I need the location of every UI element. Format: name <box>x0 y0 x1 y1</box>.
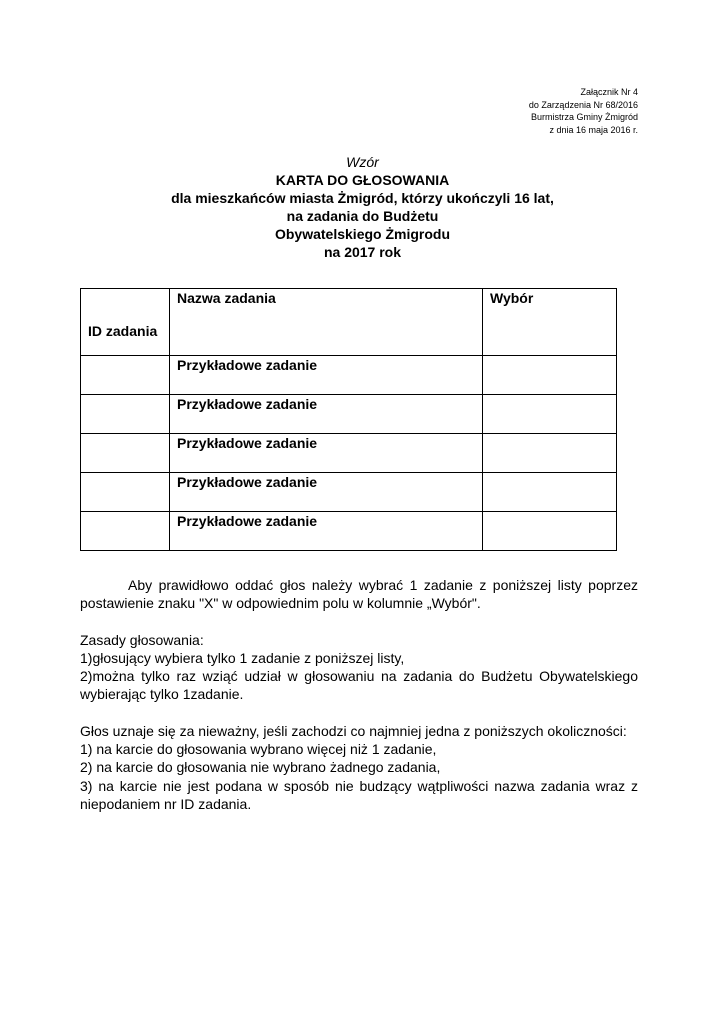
attachment-note <box>378 86 638 136</box>
task-id-cell <box>81 356 170 395</box>
title-line: Obywatelskiego Żmigrodu <box>274 226 451 242</box>
ballot-table <box>80 288 617 551</box>
table-row <box>81 434 617 473</box>
task-id-cell <box>81 434 170 473</box>
attachment-note-line: Burmistrza Gminy Żmigród <box>530 112 638 122</box>
attachment-note-line: do Zarządzenia Nr 68/2016 <box>528 99 638 110</box>
task-name-cell: Przykładowe zadanie <box>170 512 483 551</box>
table-row <box>81 512 617 551</box>
invalid-vote-item: 2) na karcie do głosowania nie wybrano żadnego zadania, <box>80 759 441 776</box>
rule-item: 1)głosujący wybiera tylko 1 zadanie z poniższej listy, <box>80 649 405 666</box>
title-line: na zadania do Budżetu <box>286 208 439 224</box>
attachment-note-line: z dnia 16 maja 2016 r. <box>549 124 638 135</box>
choice-cell[interactable] <box>483 473 617 512</box>
task-id-cell <box>81 512 170 551</box>
invalid-vote-item: 1) na karcie do głosowania wybrano więcej niż 1 zadanie, <box>80 741 437 758</box>
task-name-cell: Przykładowe zadanie <box>170 434 483 473</box>
task-id-cell <box>81 473 170 512</box>
choice-cell[interactable] <box>483 356 617 395</box>
document-title: KARTA DO GŁOSOWANIA <box>275 172 450 188</box>
choice-cell[interactable] <box>483 512 617 551</box>
title-block <box>80 153 645 261</box>
header-choice: Wybór <box>483 289 617 356</box>
task-name-cell: Przykładowe zadanie <box>170 395 483 434</box>
table-row <box>81 356 617 395</box>
instructions <box>80 576 638 813</box>
invalid-vote-intro: Głos uznaje się za nieważny, jeśli zachodzi co najmniej jedna z poniższych okoliczności: <box>80 722 627 739</box>
choice-cell[interactable] <box>483 395 617 434</box>
title-line: na 2017 rok <box>323 244 402 260</box>
header-name: Nazwa zadania <box>170 289 483 356</box>
attachment-note-line: Załącznik Nr 4 <box>580 87 638 97</box>
intro-paragraph: Aby prawidłowo oddać głos należy wybrać 1 zadanie z poniższej listy poprzez postawienie znaku "X" w odpowiednim polu w kolumnie „Wybór". <box>80 577 638 612</box>
task-name-cell: Przykładowe zadanie <box>170 356 483 395</box>
task-name-cell: Przykładowe zadanie <box>170 473 483 512</box>
table-row <box>81 473 617 512</box>
table-row <box>81 395 617 434</box>
rules-title: Zasady głosowania: <box>80 631 204 648</box>
table-header-row <box>81 289 617 356</box>
template-label: Wzór <box>346 154 379 170</box>
task-id-cell <box>81 395 170 434</box>
invalid-vote-item: 3) na karcie nie jest podana w sposób nie budzący wątpliwości nazwa zadania wraz z niepodaniem nr ID zadania. <box>80 777 638 812</box>
title-line: dla mieszkańców miasta Żmigród, którzy ukończyli 16 lat, <box>171 190 554 206</box>
rule-item: 2)można tylko raz wziąć udział w głosowaniu na zadania do Budżetu Obywatelskiego wybierając tylko 1zadanie. <box>80 668 638 703</box>
header-id: ID zadania <box>81 289 170 356</box>
choice-cell[interactable] <box>483 434 617 473</box>
